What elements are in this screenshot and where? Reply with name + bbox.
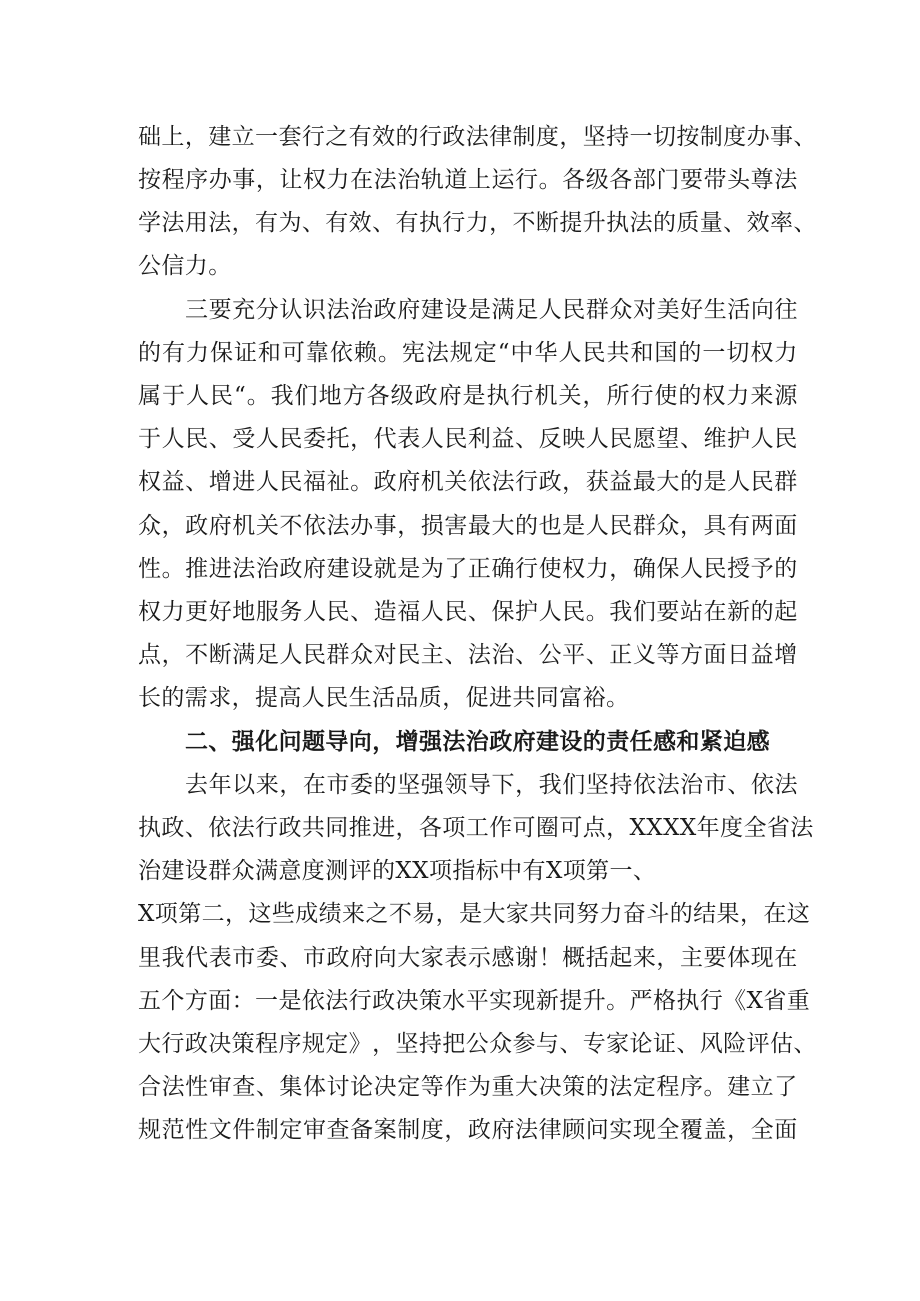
text-line: 众 ， 政 府 机 关 不 依 法 办 事 ， 损 害 最 大 的 也 是 人 民 群 众 ， 具 有 两 面 xyxy=(138,513,798,539)
text-line: 大 行 政 决 策 程 序 规 定 》 ， 坚 持 把 公 众 参 与 、 专 家 论 证 、 风 险 评 估 、 xyxy=(138,1031,817,1057)
text-line: X 项 第 二 ， 这 些 成 绩 来 之 不 易 ， 是 大 家 共 同 努 力 奋 斗 的 结 果 ， 在 这 xyxy=(138,901,811,927)
text-line: 长的需求，提高人民生活品质，促进共同富裕。 xyxy=(138,685,630,711)
text-line: 去 年 以 来 ， 在 市 委 的 坚 强 领 导 下 ， 我 们 坚 持 依 法 治 市 、 依 法 xyxy=(185,772,798,798)
text-line: 里 我 代 表 市 委 、 市 政 府 向 大 家 表 示 感 谢 ！ 概 括 起 来 ， 主 要 体 现 在 xyxy=(138,945,798,971)
section-heading: 二、强化问题导向，增强法治政府建设的责任感和紧迫感 xyxy=(185,729,770,755)
text-line: 合 法 性 审 查 、 集 体 讨 论 决 定 等 作 为 重 大 决 策 的 法 定 程 序 。 建 立 了 xyxy=(138,1074,798,1100)
text-line: 规 范 性 文 件 制 定 审 查 备 案 制 度 ， 政 府 法 律 顾 问 实 现 全 覆 盖 ， 全 面 xyxy=(138,1117,798,1143)
text-line: 性 。 推 进 法 治 政 府 建 设 就 是 为 了 正 确 行 使 权 力 ， 确 保 人 民 授 予 的 xyxy=(138,556,798,582)
text-line: 五 个 方 面 ： 一 是 依 法 行 政 决 策 水 平 实 现 新 提 升 。 严 格 执 行 《 X 省 重 xyxy=(138,988,811,1014)
text-line: 按 程 序 办 事 ， 让 权 力 在 法 治 轨 道 上 运 行 。 各 级 各 部 门 要 带 头 尊 法 xyxy=(138,167,798,193)
text-line: 权 益 、 增 进 人 民 福 祉 。 政 府 机 关 依 法 行 政 ， 获 益 最 大 的 是 人 民 群 xyxy=(138,469,798,495)
text-line: 于 人 民 、 受 人 民 委 托 ， 代 表 人 民 利 益 、 反 映 人 民 愿 望 、 维 护 人 民 xyxy=(138,426,798,452)
text-line: 础 上 ， 建 立 一 套 行 之 有 效 的 行 政 法 律 制 度 ， 坚 持 一 切 按 制 度 办 事 、 xyxy=(138,124,817,150)
text-line: 的 有 力 保 证 和 可 靠 依 赖 。 宪 法 规 定 “ 中 华 人 民 共 和 国 的 一 切 权 力 xyxy=(138,340,798,366)
text-line: 学 法 用 法 ， 有 为 、 有 效 、 有 执 行 力 ， 不 断 提 升 执 法 的 质 量 、 效 率 、 xyxy=(138,210,817,236)
text-line: 治建设群众满意度测评的XX项指标中有X项第一、 xyxy=(138,858,657,884)
text-line: 三 要 充 分 认 识 法 治 政 府 建 设 是 满 足 人 民 群 众 对 美 好 生 活 向 往 xyxy=(185,297,798,323)
text-line: 公信力。 xyxy=(138,253,232,279)
text-line: 点 ， 不 断 满 足 人 民 群 众 对 民 主 、 法 治 、 公 平 、 正 义 等 方 面 日 益 增 xyxy=(138,642,798,668)
text-line: 属 于 人 民 “ 。 我 们 地 方 各 级 政 府 是 执 行 机 关 ， 所 行 使 的 权 力 来 源 xyxy=(138,383,798,409)
text-line: 执 政 、 依 法 行 政 共 同 推 进 ， 各 项 工 作 可 圈 可 点 ， XXXX 年 度 全 省 法 xyxy=(138,815,814,841)
text-line: 权 力 更 好 地 服 务 人 民 、 造 福 人 民 、 保 护 人 民 。 我 们 要 站 在 新 的 起 xyxy=(138,599,798,625)
